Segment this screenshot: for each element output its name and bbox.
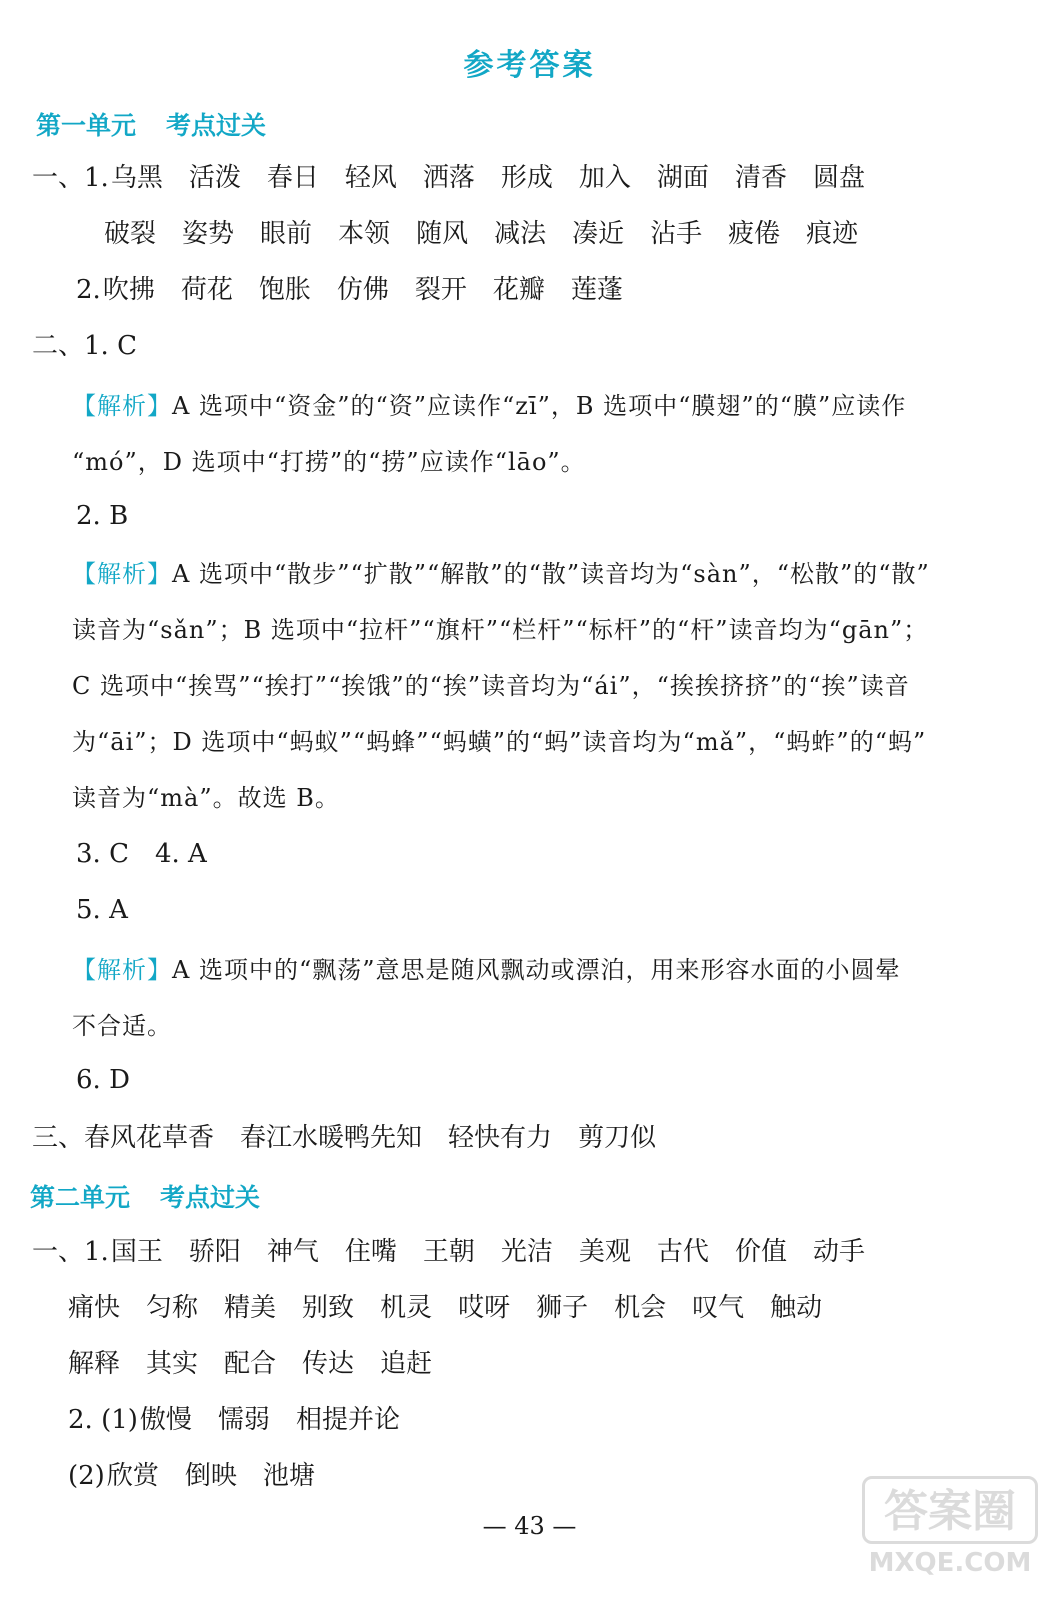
unit1-s2-2: 2. B bbox=[76, 501, 129, 531]
unit1-s2-5: 5. A bbox=[76, 895, 128, 925]
unit1-expl2-d: 为“āi”；D 选项中“蚂蚁”“蚂蜂”“蚂蟥”的“蚂”读音均为“mǎ”，“蚂蚱”的“蚂” bbox=[72, 728, 927, 756]
unit1-row1: 一、1.乌黑 活泼 春日 轻风 洒落 形成 加入 湖面 清香 圆盘 bbox=[32, 163, 865, 193]
unit2-row1: 一、1.国王 骄阳 神气 住嘴 王朝 光洁 美观 古代 价值 动手 bbox=[32, 1237, 865, 1267]
unit1-expl5-a: 【解析】A 选项中的“飘荡”意思是随风飘动或漂泊，用来形容水面的小圆晕 bbox=[72, 956, 901, 984]
unit1-s3: 三、春风花草香 春江水暖鸭先知 轻快有力 剪刀似 bbox=[32, 1123, 657, 1153]
unit1-s2-6: 6. D bbox=[76, 1065, 130, 1095]
unit1-expl2-e: 读音为“mà”。故选 B。 bbox=[72, 784, 340, 812]
watermark-logo bbox=[862, 1476, 1038, 1586]
unit2-row2: 痛快 匀称 精美 别致 机灵 哎呀 狮子 机会 叹气 触动 bbox=[68, 1293, 823, 1323]
unit1-expl1-b: “mó”，D 选项中“打捞”的“捞”应读作“lāo”。 bbox=[72, 448, 586, 476]
page-title: 参考答案 bbox=[463, 48, 596, 83]
unit1-expl1-a: 【解析】A 选项中“资金”的“资”应读作“zī”，B 选项中“膜翅”的“膜”应读作 bbox=[72, 392, 907, 420]
unit1-row2: 破裂 姿势 眼前 本领 随风 减法 凑近 沾手 疲倦 痕迹 bbox=[104, 219, 859, 249]
unit1-s2-34: 3. C 4. A bbox=[76, 839, 207, 869]
watermark-text: 答案圈 bbox=[862, 1476, 1038, 1544]
unit2-heading: 第二单元 考点过关 bbox=[30, 1183, 261, 1212]
page-number: — 43 — bbox=[482, 1512, 577, 1540]
unit1-row3: 2.吹拂 荷花 饱胀 仿佛 裂开 花瓣 莲蓬 bbox=[76, 275, 623, 305]
unit1-expl2-c: C 选项中“挨骂”“挨打”“挨饿”的“挨”读音均为“ái”，“挨挨挤挤”的“挨”读音 bbox=[72, 672, 910, 700]
unit1-s2-1: 二、1. C bbox=[32, 331, 137, 361]
unit1-expl2-b: 读音为“sǎn”；B 选项中“拉杆”“旗杆”“栏杆”“标杆”的“杆”读音均为“gān”； bbox=[72, 616, 929, 644]
unit2-row3: 解释 其实 配合 传达 追赶 bbox=[68, 1349, 433, 1379]
unit1-heading: 第一单元 考点过关 bbox=[36, 111, 267, 140]
unit2-row5: (2)欣赏 倒映 池塘 bbox=[68, 1461, 315, 1491]
unit1-expl5-b: 不合适。 bbox=[72, 1012, 172, 1040]
unit2-row4: 2. (1)傲慢 懦弱 相提并论 bbox=[68, 1405, 400, 1435]
watermark-url: MXQE.COM bbox=[868, 1548, 1032, 1578]
unit1-expl2-a: 【解析】A 选项中“散步”“扩散”“解散”的“散”读音均为“sàn”，“松散”的“散” bbox=[72, 560, 930, 588]
